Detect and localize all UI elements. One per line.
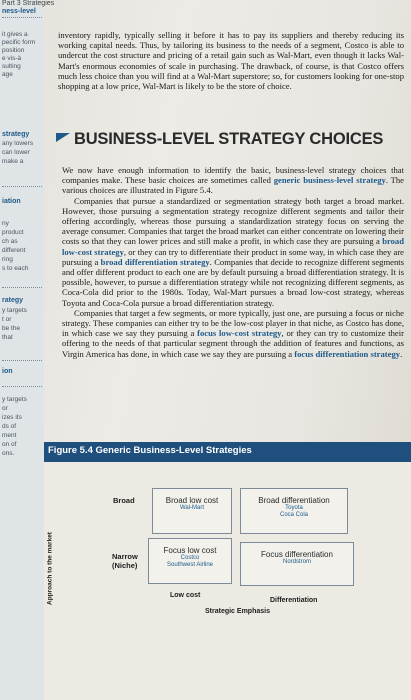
key-term: broad differentiation strategy xyxy=(100,256,210,267)
margin-line: izes its xyxy=(2,414,22,421)
text-run: . Companies that decide to recognize different segments and offer different product to each one are by default pursuing a broad differentiation strategy. It is possible, however, to pursue a differentiation strategy while not recognizing different segments, as Coca-Cola did prior to the 1980s. Today, Wal-Mart pursues a broad low-cost strategy, whereas Toyota and Coca-Cola pursue a broad differentiation strategy. xyxy=(62,256,404,308)
margin-term: strategy xyxy=(2,131,30,138)
text-run: . The various choices are illustrated in Figure 5.4. xyxy=(62,175,404,196)
figure-title-bar xyxy=(44,442,411,462)
key-term: focus low-cost strategy xyxy=(197,328,282,339)
cell-title: Focus low cost xyxy=(163,546,217,555)
margin-line: that xyxy=(2,334,13,341)
margin-line: make a xyxy=(2,158,24,165)
margin-divider xyxy=(2,287,42,288)
cell-title: Broad low cost xyxy=(165,496,219,505)
cell-title: Focus differentiation xyxy=(261,550,333,559)
y-axis-title-text: Approach to the market xyxy=(46,532,54,605)
cell-broad-differentiation xyxy=(240,488,348,534)
row-label-narrow: Narrow (Niche) xyxy=(112,552,138,570)
margin-line: e vis-à xyxy=(2,55,22,62)
margin-line: or xyxy=(2,405,8,412)
paragraph xyxy=(62,165,404,196)
section-heading-text: BUSINESS-LEVEL STRATEGY CHOICES xyxy=(74,130,384,148)
paragraph-text: inventory rapidly, typically selling it before it has to pay its suppliers and thereby reducing its working capital needs. Thus, by tailoring its business to the needs of a segment, Costco is able to undercut the cost structure and pricing of a retail gain such as Wal-Mart, even though it lacks Wal-Mart's enormous economies of scale in purchasing. The drawback, of course, is that Costco offers much less choice than you will find at a Wal-Mart superstore; so, for customers looking for one-stop shopping at a low price, Wal-Mart is likely to be the store of choice. xyxy=(58,30,404,92)
margin-line: different xyxy=(2,247,26,254)
margin-line: y targets xyxy=(2,396,27,403)
margin-line: ment xyxy=(2,432,17,439)
cell-example: Southwest Airline xyxy=(166,562,214,568)
margin-term: rategy xyxy=(2,297,24,304)
margin-line: any lowers xyxy=(2,140,34,147)
text-run: , or they can try to customize their offering to the needs of that particular segment through the addition of features and functions, as Virgin America has done, in which case we say they are pursuing a xyxy=(62,328,404,359)
x-label-differentiation: Differentiation xyxy=(270,597,318,604)
cell-title: Broad differentiation xyxy=(258,496,330,505)
section-heading xyxy=(56,130,383,149)
margin-term: ness-level xyxy=(2,8,36,15)
margin-line: t or xyxy=(2,316,12,323)
y-axis-title xyxy=(40,525,54,625)
margin-line: ons. xyxy=(2,450,15,457)
body-paragraphs xyxy=(62,165,404,359)
margin-line: ring xyxy=(2,256,13,263)
cell-example: Costco xyxy=(180,555,200,561)
x-axis-title: Strategic Emphasis xyxy=(205,608,270,615)
running-head: Part 3 Strategies xyxy=(2,0,55,7)
key-term: generic business-level strategy xyxy=(273,175,386,186)
margin-line: sulting xyxy=(2,63,21,70)
key-term: broad low-cost strategy xyxy=(62,236,404,257)
paragraph xyxy=(62,196,404,308)
margin-divider xyxy=(2,17,42,18)
margin-line: can lower xyxy=(2,149,30,156)
cell-broad-low-cost xyxy=(152,488,232,534)
x-label-low-cost: Low cost xyxy=(170,592,201,599)
cell-focus-low-cost xyxy=(148,538,232,584)
heading-flag-icon xyxy=(56,133,70,142)
cell-example: Wal-Mart xyxy=(179,505,205,511)
margin-divider xyxy=(2,386,42,387)
text-run: Companies that target a few segments, or more typically, just one, are pursuing a focus or niche strategy. These companies can either try to be the low-cost player in that niche, as Costco has done, in which case we say they pursuing a xyxy=(62,307,404,339)
text-run: , or they can try to differentiate their product in some way, in which case they are pursuing a xyxy=(62,246,404,267)
margin-line: product xyxy=(2,229,24,236)
figure-title: Figure 5.4 Generic Business-Level Strategies xyxy=(48,445,252,456)
row-label-broad: Broad xyxy=(113,496,135,505)
cell-example: Coca Cola xyxy=(279,512,308,518)
text-run: We now have enough information to identify the basic, business-level strategy choices that companies make. These basic choices are sometimes called xyxy=(62,165,404,186)
margin-line: be the xyxy=(2,325,21,332)
margin-line: ny xyxy=(2,220,9,227)
margin-term: ion xyxy=(2,368,13,375)
margin-line: s to each xyxy=(2,265,29,272)
margin-term: iation xyxy=(2,198,21,205)
key-term: focus differentiation strategy xyxy=(294,348,401,359)
margin-line: it gives a xyxy=(2,31,28,38)
cell-focus-differentiation xyxy=(240,542,354,586)
text-run: Companies that pursue a standardized or segmentation strategy both target a broad market. However, those pursuing a segmentation strategy recognize different segments and tailor their offering accordingly, whereas those pursuing a standardization strategy focus on serving the average consumer. Companies that target the broad market can either concentrate on lowering their costs so that they can lower prices and still make a profit, in which case they are pursuing a xyxy=(62,195,404,247)
margin-line: age xyxy=(2,71,13,78)
margin-line: ds of xyxy=(2,423,17,430)
text-run: . xyxy=(400,348,403,359)
margin-line: pecific form xyxy=(2,39,36,46)
margin-line: position xyxy=(2,47,25,54)
margin-line: on of xyxy=(2,441,17,448)
cell-example: Nordstrom xyxy=(282,559,311,565)
margin-line: y targets xyxy=(2,307,27,314)
margin-divider xyxy=(2,360,42,361)
margin-line: ch as xyxy=(2,238,18,245)
paragraph xyxy=(62,308,404,359)
margin-divider xyxy=(2,186,42,187)
cell-example: Toyota xyxy=(285,505,303,511)
intro-paragraph xyxy=(58,30,404,91)
margin-column xyxy=(0,0,44,700)
